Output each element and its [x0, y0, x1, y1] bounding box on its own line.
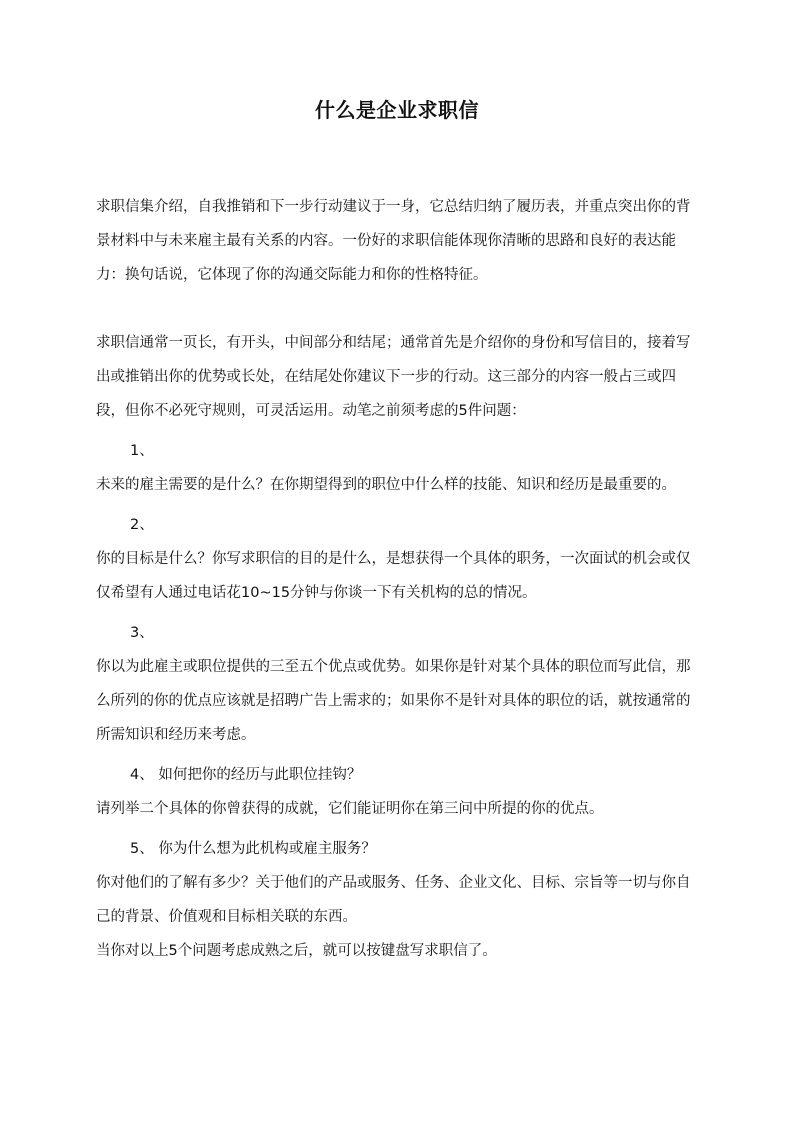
question-1-text: 未来的雇主需要的是什么？在你期望得到的职位中什么样的技能、知识和经历是最重要的。	[96, 477, 676, 493]
question-4-heading: 4、 如何把你的经历与此职位挂钩？	[130, 767, 362, 783]
question-3-text: 你以为此雇主或职位提供的三至五个优点或优势。如果你是针对某个具体的职位而写此信，那么所列的你的优点应该就是招聘广告上需求的；如果你不是针对具体的职位的话，就按通常的所需知识和经历来考虑。	[96, 659, 691, 743]
intro-paragraph: 求职信集介绍，自我推销和下一步行动建议于一身，它总结归纳了履历表，并重点突出你的背景材料中与未来雇主最有关系的内容。一份好的求职信能体现你清晰的思路和良好的表达能力：换句话说，它体现了你的沟通交际能力和你的性格特征。	[96, 199, 691, 283]
question-2-text: 你的目标是什么？你写求职信的目的是什么，是想获得一个具体的职务，一次面试的机会或仅仅希望有人通过电话花10~15分钟与你谈一下有关机构的总的情况。	[96, 551, 691, 601]
paragraph-spacer	[96, 292, 694, 326]
structure-paragraph: 求职信通常一页长，有开头，中间部分和结尾；通常首先是介绍你的身份和写信目的，接着写出或推销出你的优势或长处，在结尾处你建议下一步的行动。这三部分的内容一般占三或四段，但你不必死守规则，可灵活运用。动笔之前须考虑的5件问题：	[96, 335, 691, 419]
question-4-text: 请列举二个具体的你曾获得的成就，它们能证明你在第三问中所提的你的优点。	[96, 801, 604, 817]
question-5-text: 你对他们的了解有多少？关于他们的产品或服务、任务、企业文化、目标、宗旨等一切与你自己的背景、价值观和目标相关联的东西。	[96, 875, 691, 925]
document-body	[96, 190, 694, 968]
question-3-number: 3、	[130, 625, 154, 641]
closing-paragraph: 当你对以上5个问题考虑成熟之后，就可以按键盘写求职信了。	[96, 943, 497, 959]
page-title: 什么是企业求职信	[315, 98, 479, 122]
question-5-heading: 5、 你为什么想为此机构或雇主服务？	[130, 841, 376, 857]
question-1-number: 1、	[130, 443, 154, 459]
question-2-number: 2、	[130, 517, 154, 533]
